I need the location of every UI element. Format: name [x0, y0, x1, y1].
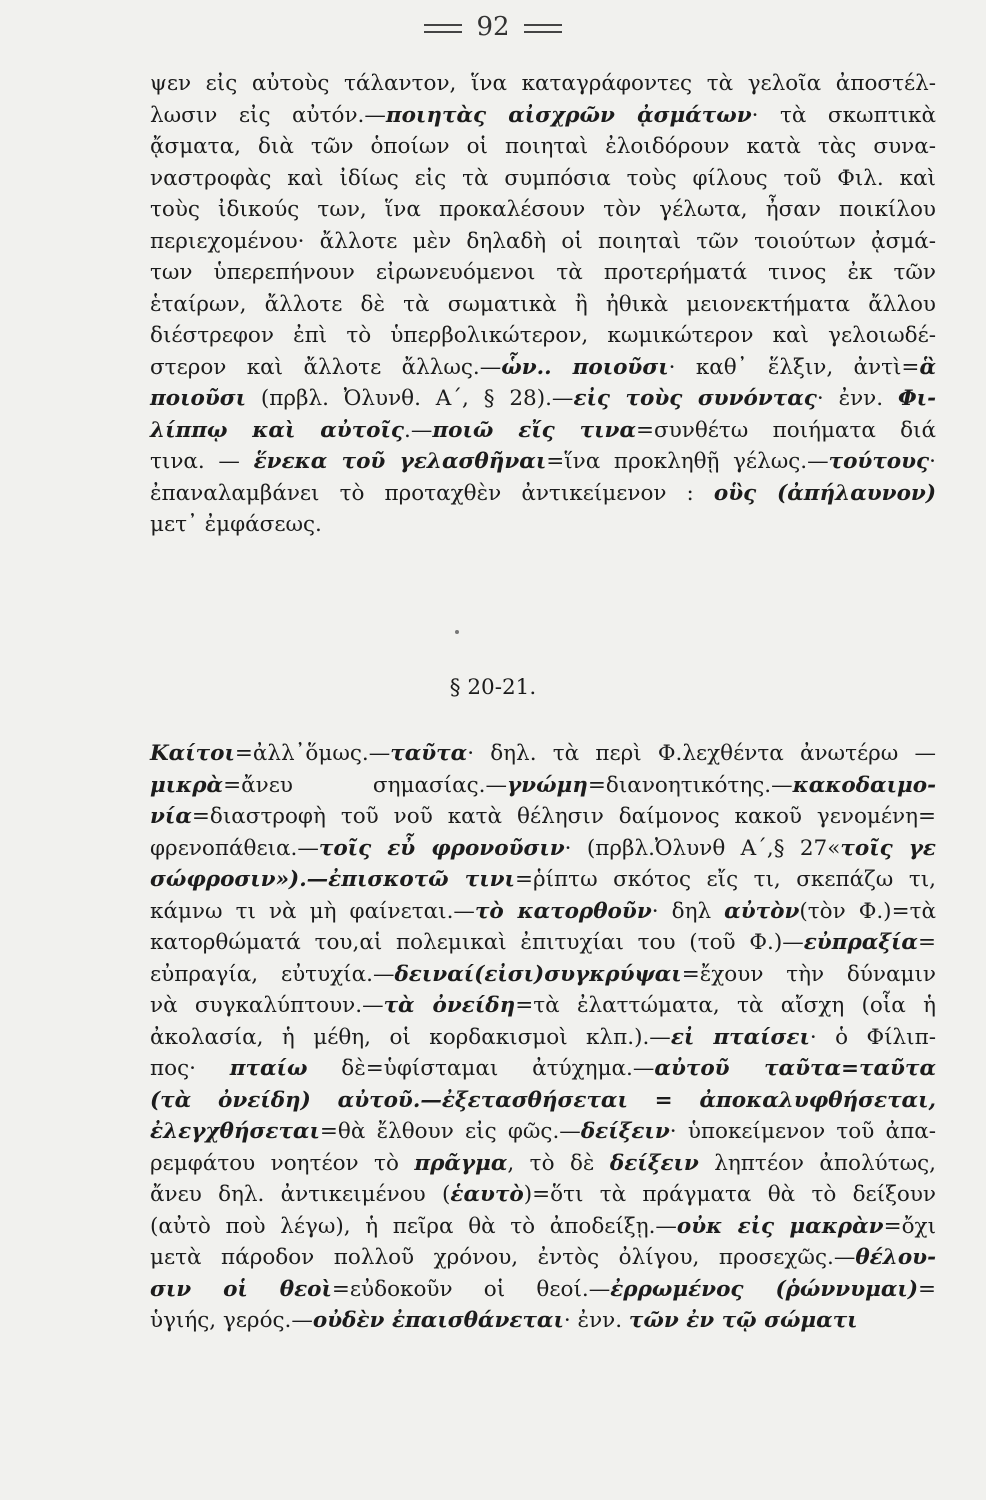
text-line	[150, 100, 936, 132]
lemma-text: ὧν.. ποιοῦσι	[501, 354, 669, 380]
gloss-text: (πρβλ. Ὀλυνθ. Α´, § 28).—	[246, 386, 574, 411]
lemma-text: Φι-	[897, 386, 936, 411]
text-line	[150, 738, 936, 770]
gloss-text: μετ᾽ ἐμφάσεως.	[150, 512, 322, 537]
gloss-text: ὑγιής, γερός.—	[150, 1308, 313, 1333]
lemma-text: ἐρρωμένος (ῥώννυμαι)	[610, 1276, 918, 1302]
text-line	[150, 1305, 936, 1337]
lemma-text: εὐπραξία	[803, 930, 918, 955]
gloss-text: νὰ συγκαλύπτουν.—	[150, 993, 384, 1018]
lemma-text: νία	[150, 804, 192, 829]
gloss-text: =εὐδοκοῦν οἱ θεοί.—	[331, 1276, 611, 1302]
lemma-text: τὸ κατορθοῦν	[474, 898, 652, 924]
lemma-text: μικρὰ	[150, 772, 224, 798]
gloss-text: λωσιν εἰς αὐτόν.—	[150, 102, 386, 128]
text-line	[150, 446, 936, 478]
text-line	[150, 1211, 936, 1243]
lemma-text: πρᾶγμα	[414, 1150, 508, 1176]
lemma-text: ἐλεγχθήσεται	[150, 1119, 320, 1144]
gloss-text: =τὰ ἐλαττώματα, τὰ αἴσχη (οἷα ἡ	[515, 993, 936, 1018]
lemma-text: τούτους	[828, 449, 930, 474]
text-line	[150, 383, 936, 415]
text-line	[150, 163, 936, 195]
text-line	[150, 864, 936, 896]
lemma-text: τοῖς γε	[840, 835, 936, 861]
page-number-text: 92	[476, 12, 510, 42]
lemma-text: σιν οἱ θεοὶ	[150, 1276, 332, 1302]
text-line	[150, 1179, 936, 1211]
lemma-text: ποιητὰς αἰσχρῶν ᾀσμάτων	[385, 102, 752, 128]
gloss-text: ἐπαναλαμβάνει τὸ προταχθὲν ἀντικείμενον :	[150, 480, 714, 506]
gloss-text: ἑταίρων, ἄλλοτε δὲ τὰ σωματικὰ ἢ ἠθικὰ μειονεκτήματα ἄλλου	[150, 291, 936, 317]
lemma-text: θέλου-	[855, 1245, 936, 1270]
text-line	[150, 1085, 936, 1117]
lemma-text: ποιοῦσι	[150, 386, 246, 411]
gloss-text: · δηλ. τὰ περὶ Φ.λεχθέντα ἀνωτέρω —	[467, 741, 936, 766]
lemma-text: τῶν ἐν τῷ σώματι	[628, 1308, 858, 1333]
lemma-text: (τὰ ὀνείδη) αὐτοῦ.—ἐξετασθήσεται = ἀποκαλυφθήσεται,	[150, 1087, 936, 1113]
gloss-text: (τὸν Φ.)=τὰ	[799, 898, 936, 924]
lemma-text: οὐκ εἰς μακρὰν	[676, 1213, 884, 1239]
gloss-text: , τὸ δὲ	[507, 1150, 610, 1176]
gloss-text: μετὰ πάροδον πολλοῦ χρόνου, ἐντὸς ὀλίγου, προσεχῶς.—	[150, 1245, 856, 1270]
gloss-text: · δηλ	[651, 898, 725, 924]
lemma-text: οὓς (ἀπήλαυνον)	[713, 480, 936, 506]
text-line	[150, 1148, 936, 1180]
text-line	[150, 68, 936, 100]
lemma-text: κακοδαιμο-	[792, 772, 936, 798]
lemma-text: γνώμη	[506, 772, 588, 798]
gloss-text: ·	[929, 449, 936, 474]
lemma-text: δείξειν	[580, 1119, 670, 1144]
lemma-text: οὐδὲν ἐπαισθάνεται	[312, 1308, 564, 1333]
gloss-text: =	[918, 1276, 937, 1302]
text-line	[150, 320, 936, 352]
gloss-text: πος·	[150, 1056, 230, 1081]
gloss-text: )=ὅτι τὰ πράγματα θὰ τὸ δείξουν	[523, 1182, 937, 1207]
section-heading: § 20-21.	[449, 675, 537, 700]
gloss-text: =ἵνα προκληθῇ γέλως.—	[546, 449, 829, 474]
gloss-text: ψεν εἰς αὐτοὺς τάλαντον, ἵνα καταγράφοντες τὰ γελοῖα ἀποστέλ-	[150, 71, 936, 96]
gloss-text: · ἐνν.	[816, 386, 898, 411]
gloss-text: ᾄσματα, διὰ τῶν ὁποίων οἱ ποιηταὶ ἐλοιδόρουν κατὰ τὰς συνα-	[150, 134, 936, 159]
lemma-text: τοῖς εὖ φρονοῦσιν	[318, 835, 565, 861]
gloss-text: .—	[404, 417, 433, 443]
commentary-paragraph-2	[150, 738, 936, 1337]
decorative-dot	[455, 630, 459, 634]
text-line	[150, 959, 936, 991]
gloss-text: =διαστροφὴ τοῦ νοῦ κατὰ θέλησιν δαίμονος κακοῦ γενομένη=	[191, 804, 936, 829]
text-line	[150, 770, 936, 802]
gloss-text: κατορθώματά του,αἱ πολεμικαὶ ἐπιτυχίαι του (τοῦ Φ.)—	[150, 930, 804, 955]
gloss-text: =ἀλλ᾽ὅμως.—	[234, 741, 391, 766]
text-line	[150, 1274, 936, 1306]
gloss-text: · τὰ σκωπτικὰ	[751, 102, 936, 128]
gloss-text: ρεμφάτου νοητέον τὸ	[150, 1150, 415, 1176]
text-line	[150, 1053, 936, 1085]
text-line	[150, 194, 936, 226]
lemma-text: ταῦτα	[390, 741, 468, 766]
lemma-text: δείξειν	[609, 1150, 699, 1176]
text-line	[150, 1022, 936, 1054]
lemma-text: ποιῶ εἴς τινα	[432, 417, 636, 443]
gloss-text: ἄνευ δηλ. ἀντικειμένου (	[150, 1182, 451, 1207]
gloss-text: · (πρβλ.Ὀλυνθ Α´,§ 27«	[564, 835, 841, 861]
gloss-text: · ὁ Φίλιπ-	[809, 1024, 937, 1050]
commentary-paragraph-1	[150, 68, 936, 541]
lemma-text: σώφροσιν»).—ἐπισκοτῶ τινι	[150, 867, 515, 892]
gloss-text: =ῥίπτω σκότος εἴς τι, σκεπάζω τι,	[514, 867, 936, 892]
gloss-text: των ὑπερεπήνουν εἰρωνευόμενοι τὰ προτερήματά τινος ἐκ τῶν	[150, 260, 936, 285]
gloss-text: =ὄχι	[883, 1213, 936, 1239]
lemma-text: εἰς τοὺς συνόντας	[573, 386, 817, 411]
gloss-text: =θὰ ἔλθουν εἰς φῶς.—	[319, 1119, 581, 1144]
gloss-text: =ἔχουν τὴν δύναμιν	[681, 961, 936, 987]
gloss-text: · καθ᾽ ἕλξιν, ἀντὶ=	[668, 354, 920, 380]
text-line	[150, 478, 936, 510]
page-number	[0, 12, 986, 42]
gloss-text: στερον καὶ ἄλλοτε ἄλλως.—	[150, 354, 502, 380]
text-line	[150, 927, 936, 959]
gloss-text: · ἐνν.	[563, 1308, 629, 1333]
text-line	[150, 289, 936, 321]
page-number-rule-right	[524, 24, 562, 33]
gloss-text: τινα. —	[150, 449, 254, 474]
lemma-text: εἰ πταίσει	[670, 1024, 810, 1050]
gloss-text: ληπτέον ἀπολύτως,	[698, 1150, 936, 1176]
gloss-text: ναστροφὰς καὶ ἰδίως εἰς τὰ συμπόσια τοὺς φίλους τοῦ Φιλ. καὶ	[150, 165, 936, 191]
text-line	[150, 990, 936, 1022]
page-number-rule-left	[424, 24, 462, 33]
lemma-text: ἃ	[919, 354, 936, 380]
text-line	[150, 509, 936, 541]
text-line	[150, 226, 936, 258]
gloss-text: φρενοπάθεια.—	[150, 835, 319, 861]
lemma-text: λίππῳ καὶ αὐτοῖς	[150, 417, 405, 443]
lemma-text: πταίω	[229, 1056, 308, 1081]
text-line	[150, 801, 936, 833]
gloss-text: =	[917, 930, 936, 955]
gloss-text: =συνθέτω ποιήματα διά	[636, 417, 936, 443]
gloss-text: κάμνω τι νὰ μὴ φαίνεται.—	[150, 898, 475, 924]
gloss-text: ἀκολασία, ἡ μέθη, οἱ κορδακισμοὶ κλπ.).—	[150, 1024, 671, 1050]
text-line	[150, 257, 936, 289]
gloss-text: διέστρεφον ἐπὶ τὸ ὑπερβολικώτερον, κωμικώτερον καὶ γελοιωδέ-	[150, 323, 936, 348]
text-line	[150, 352, 936, 384]
text-line	[150, 131, 936, 163]
text-line	[150, 1242, 936, 1274]
lemma-text: ἕνεκα τοῦ γελασθῆναι	[253, 449, 547, 474]
lemma-text: αὐτοῦ ταῦτα=ταῦτα	[654, 1056, 936, 1081]
text-line	[150, 1116, 936, 1148]
gloss-text: · ὑποκείμενον τοῦ ἀπα-	[669, 1119, 936, 1144]
gloss-text: =ἄνευ σημασίας.—	[223, 772, 507, 798]
gloss-text: (αὐτὸ ποὺ λέγω), ἡ πεῖρα θὰ τὸ ἀποδείξῃ.—	[150, 1213, 677, 1239]
lemma-text: ἑαυτὸ	[450, 1182, 524, 1207]
text-line	[150, 896, 936, 928]
gloss-text: =διανοητικότης.—	[587, 772, 793, 798]
gloss-text: δὲ=ὑφίσταμαι ἀτύχημα.—	[307, 1056, 655, 1081]
lemma-text: Καίτοι	[150, 741, 235, 766]
lemma-text: αὐτὸν	[724, 898, 800, 924]
gloss-text: εὐπραγία, εὐτυχία.—	[150, 961, 395, 987]
lemma-text: δειναί(εἰσι)συγκρύψαι	[394, 961, 682, 987]
lemma-text: τὰ ὀνείδη	[383, 993, 516, 1018]
gloss-text: τοὺς ἰδικούς των, ἵνα προκαλέσουν τὸν γέλωτα, ἦσαν ποικίλου	[150, 197, 936, 222]
text-line	[150, 833, 936, 865]
text-line	[150, 415, 936, 447]
gloss-text: περιεχομένου· ἄλλοτε μὲν δηλαδὴ οἱ ποιηταὶ τῶν τοιούτων ᾀσμά-	[150, 228, 936, 254]
